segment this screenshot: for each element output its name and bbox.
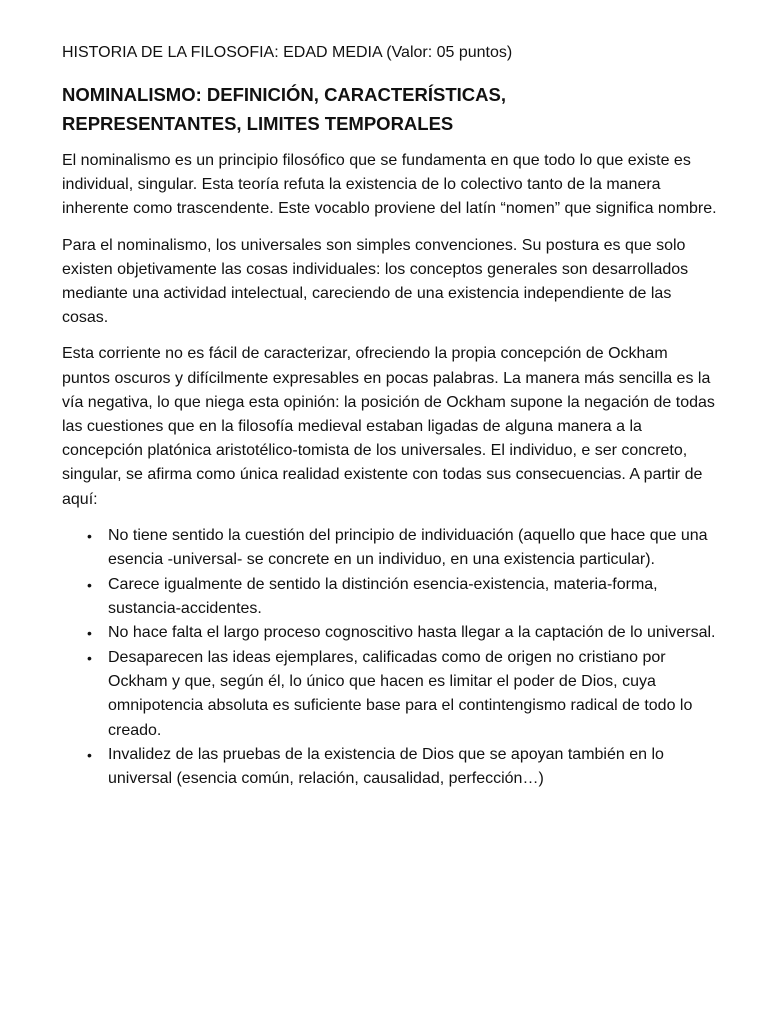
title-line-1: NOMINALISMO: DEFINICIÓN, CARACTERÍSTICAS, <box>62 84 506 105</box>
list-item-text: Desaparecen las ideas ejemplares, calificadas como de origen no cristiano por Ockham y que, según él, lo único que hacen es limitar el poder de Dios, cuya omnipotencia absoluta es suficiente base para el contintengismo radical de todo lo creado. <box>108 649 693 739</box>
list-item <box>62 621 720 645</box>
list-item-text: Carece igualmente de sentido la distinción esencia-existencia, materia-forma, sustancia-accidentes. <box>108 575 658 617</box>
paragraph-ockham: Esta corriente no es fácil de caracterizar, ofreciendo la propia concepción de Ockham puntos oscuros y difícilmente expresables en pocas palabras. La manera más sencilla es la vía negativa, lo que niega esta opinión: la posición de Ockham supone la negación de todas las cuestiones que en la filosofía medieval estaban ligadas de alguna manera a la concepción platónica aristotélico-tomista de los universales. El individuo, e ser concreto, singular, se afirma como única realidad existente con todas sus consecuencias. A partir de aquí: <box>62 345 715 508</box>
paragraph-definition: El nominalismo es un principio filosófico que se fundamenta en que todo lo que existe es individual, singular. Esta teoría refuta la existencia de lo colectivo tanto de la manera inherente como trascendente. Este vocablo proviene del latín “nomen” que significa nombre. <box>62 152 717 218</box>
list-item <box>62 743 720 791</box>
bullet-icon: • <box>87 650 92 667</box>
bullet-icon: • <box>87 527 92 544</box>
document-title <box>62 80 720 138</box>
list-item-text: No tiene sentido la cuestión del principio de individuación (aquello que hace que una esencia -universal- se concrete en un individuo, en una existencia particular). <box>108 526 708 569</box>
paragraph-universals: Para el nominalismo, los universales son simples convenciones. Su postura es que solo existen objetivamente las cosas individuales: los conceptos generales son desarrollados mediante una actividad intelectual, careciendo de una existencia independiente de las cosas. <box>62 236 689 327</box>
list-item-text: No hace falta el largo proceso cognoscitivo hasta llegar a la captación de lo universal. <box>108 624 716 642</box>
list-item <box>62 524 720 572</box>
list-item-text: Invalidez de las pruebas de la existencia de Dios que se apoyan también en lo universal (esencia común, relación, causalidad, perfección…) <box>108 746 664 788</box>
consequences-list <box>62 524 720 792</box>
course-header: HISTORIA DE LA FILOSOFIA: EDAD MEDIA (Valor: 05 puntos) <box>62 44 513 61</box>
bullet-icon: • <box>87 747 92 764</box>
title-line-2: REPRESENTANTES, LIMITES TEMPORALES <box>62 113 454 134</box>
list-item <box>62 646 720 743</box>
bullet-icon: • <box>87 576 92 593</box>
list-item <box>62 573 720 621</box>
bullet-icon: • <box>87 625 92 642</box>
